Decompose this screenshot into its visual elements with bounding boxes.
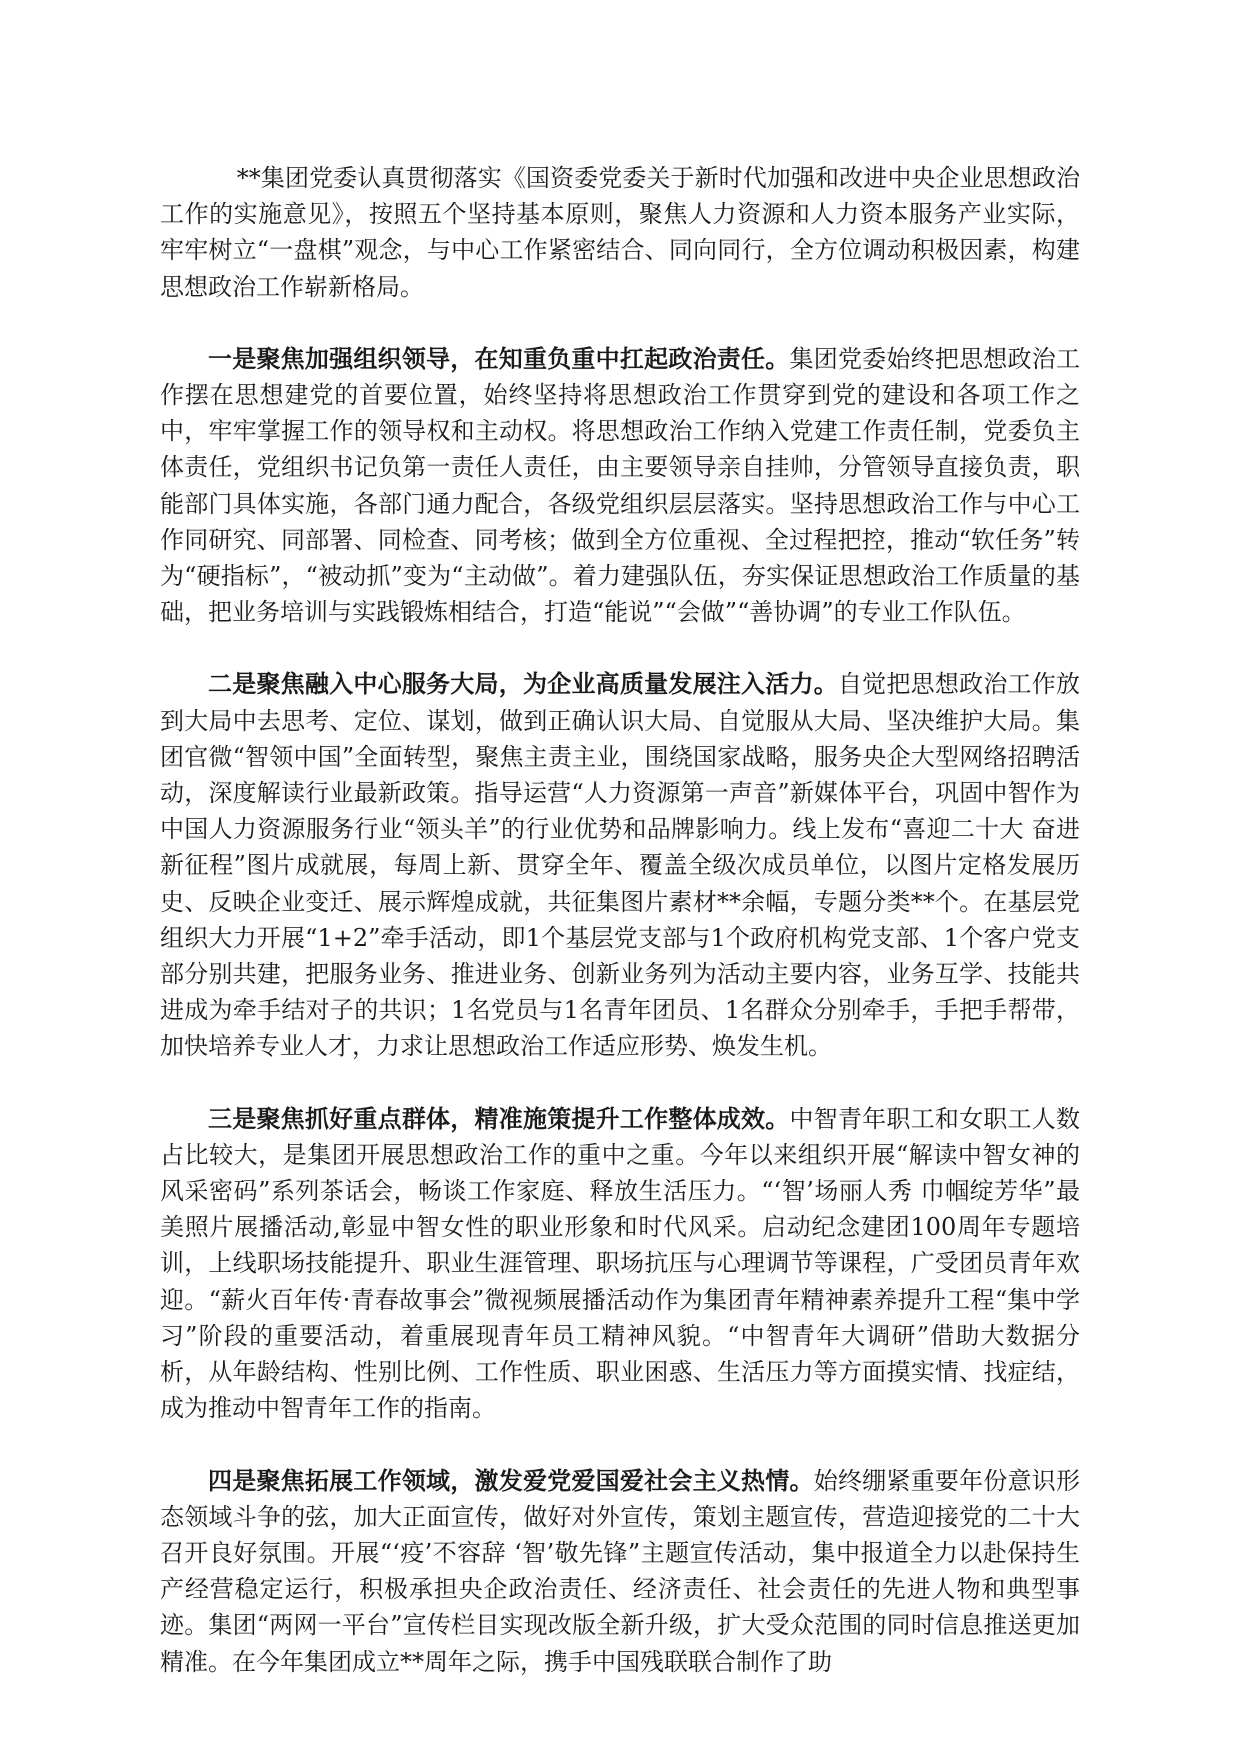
section-paragraph-2 xyxy=(160,666,1080,1064)
section-heading-1: 一是聚焦加强组织领导，在知重负重中扛起政治责任。 xyxy=(208,343,790,373)
section-heading-4: 四是聚焦拓展工作领域，激发爱党爱国爱社会主义热情。 xyxy=(208,1465,814,1495)
section-heading-3: 三是聚焦抓好重点群体，精准施策提升工作整体成效。 xyxy=(208,1103,790,1133)
document-page xyxy=(160,160,1080,1680)
section-body-2: 自觉把思想政治工作放到大局中去思考、定位、谋划，做到正确认识大局、自觉服从大局、坚决维护大局。集团官微“智领中国”全面转型，聚焦主责主业，围绕国家战略，服务央企大型网络招聘活动，深度解读行业最新政策。指导运营“人力资源第一声音”新媒体平台，巩固中智作为中国人力资源服务行业“领头羊”的行业优势和品牌影响力。线上发布“喜迎二十大 奋进新征程”图片成就展，每周上新、贯穿全年、覆盖全级次成员单位，以图片定格发展历史、反映企业变迁、展示辉煌成就，共征集图片素材**余幅，专题分类**个。在基层党组织大力开展“1+2”牵手活动，即1个基层党支部与1个政府机构党支部、1个客户党支部分别共建，把服务业务、推进业务、创新业务列为活动主要内容，业务互学、技能共进成为牵手结对子的共识；1名党员与1名青年团员、1名群众分别牵手，手把手帮带，加快培养专业人才，力求让思想政治工作适应形势、焕发生机。 xyxy=(160,670,1081,1061)
intro-paragraph: **集团党委认真贯彻落实《国资委党委关于新时代加强和改进中央企业思想政治工作的实施意见》，按照五个坚持基本原则，聚焦人力资源和人力资本服务产业实际，牢牢树立“一盘棋”观念，与中心工作紧密结合、同向同行，全方位调动积极因素，构建思想政治工作崭新格局。 xyxy=(160,164,1080,301)
section-paragraph-3 xyxy=(160,1101,1080,1427)
section-paragraph-4 xyxy=(160,1463,1080,1680)
section-heading-2: 二是聚焦融入中心服务大局，为企业高质量发展注入活力。 xyxy=(208,669,838,699)
section-paragraph-1 xyxy=(160,341,1080,631)
section-body-4: 始终绷紧重要年份意识形态领域斗争的弦，加大正面宣传，做好对外宣传，策划主题宣传，营造迎接党的二十大召开良好氛围。开展“‘疫’不容辞 ‘智’敬先锋”主题宣传活动，集中报道全力以赴保持生产经营稳定运行，积极承担央企政治责任、经济责任、社会责任的先进人物和典型事迹。集团“两网一平台”宣传栏目实现改版全新升级，扩大受众范围的同时信息推送更加精准。在今年集团成立**周年之际，携手中国残联联合制作了助 xyxy=(160,1466,1081,1676)
section-body-3: 中智青年职工和女职工人数占比较大，是集团开展思想政治工作的重中之重。今年以来组织开展“解读中智女神的风采密码”系列茶话会，畅谈工作家庭、释放生活压力。“‘智’场丽人秀 巾帼绽芳华”最美照片展播活动,彰显中智女性的职业形象和时代风采。启动纪念建团100周年专题培训，上线职场技能提升、职业生涯管理、职场抗压与心理调节等课程，广受团员青年欢迎。“薪火百年传·青春故事会”微视频展播活动作为集团青年精神素养提升工程“集中学习”阶段的重要活动，着重展现青年员工精神风貌。“中智青年大调研”借助大数据分析，从年龄结构、性别比例、工作性质、职业困惑、生活压力等方面摸实情、找症结，成为推动中智青年工作的指南。 xyxy=(160,1104,1080,1423)
section-body-1: 集团党委始终把思想政治工作摆在思想建党的首要位置，始终坚持将思想政治工作贯穿到党的建设和各项工作之中，牢牢掌握工作的领导权和主动权。将思想政治工作纳入党建工作责任制，党委负主体责任，党组织书记负第一责任人责任，由主要领导亲自挂帅，分管领导直接负责，职能部门具体实施，各部门通力配合，各级党组织层层落实。坚持思想政治工作与中心工作同研究、同部署、同检查、同考核；做到全方位重视、全过程把控，推动“软任务”转为“硬指标”，“被动抓”变为“主动做”。着力建强队伍，夯实保证思想政治工作质量的基础，把业务培训与实践锻炼相结合，打造“能说”“会做”“善协调”的专业工作队伍。 xyxy=(160,344,1080,627)
